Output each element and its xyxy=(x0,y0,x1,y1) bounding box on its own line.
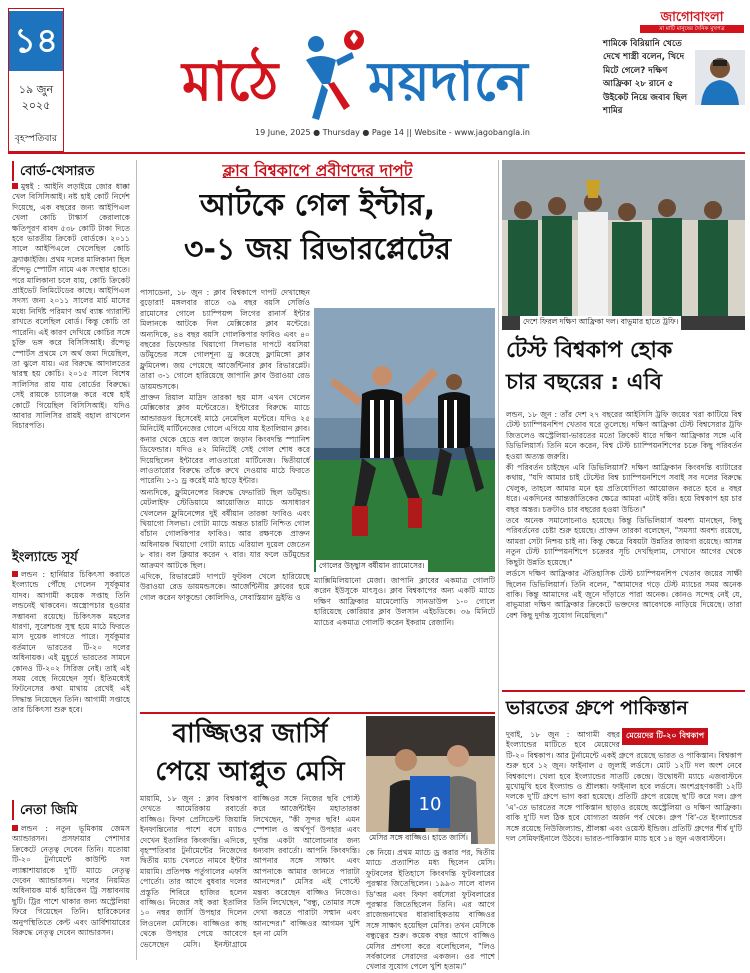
left-column xyxy=(8,160,132,960)
teaser-text: শামিকে বিরিয়ানি খেতে দেখে শাস্ত্রী বলেন, খিদে মিটে গেলে? দক্ষিণ আফ্রিকা ২৮ রানে ৫ উইকেট নিয়ে জবাব ছিল শামির xyxy=(603,39,688,117)
para: প্রাক্তন রিয়াল মাদ্রিদ তারকা ছয় মাস এখন খেলেন মেক্সিকোর ক্লাব মন্টেরেতে। ইন্টারের বিরুদ্ধে ম্যাচে আন্ডারডগ হিসেবেই মাঠে নেমেছিল মন্টেরে। যদিও ২৫ মিনিটেই মার্টিনেজের গোলে এগিয়ে যায় ইতালিয়ান ক্লাব। কনার থেকে হেডে বল জালে জড়ান কিংবদন্তি স্প্যানিশ ডিফেন্ডার। যদিও ৪২ মিনিটেই সেই গোল শোধ করে দিয়েছিলেন ইন্টারের লাওতারো মার্টিনেজ। দ্বিতীয়ার্ধে লাওতারোর বিরুদ্ধে তাঁকে রুখে দেওয়ায় মাঠে ফিরতে পারেনি। ১-১ ড্র করেই মাঠ ছাড়ে ইন্টার। xyxy=(140,393,310,486)
bullet-square xyxy=(12,571,18,577)
bullet-square xyxy=(12,825,18,831)
heading-bracket xyxy=(12,161,14,181)
messi-story xyxy=(140,716,495,972)
pak-badge: মেয়েদের টি-২০ বিশ্বকাপ xyxy=(622,728,708,745)
messi-story-body-continued: কে নিয়ে। প্রথম ম্যাচে ড্র করার পর, দ্বিতীয় ম্যাচে প্রত্যাশিত মধ্য ছিলেন মেসি। ফুটবলের ইতিহাসে কিংবদন্তি ফুটবলারের পুরস্কার জিতেছিলেন। ১৯৯৩ সালে বালন ডি'অর এবং ফিফা বর্ষসেরা ফুটবলারের পুরস্কার জিতেছিলেন তিনি। এর আগে রাজেন্দ্রনাথের ধারাবাহিকতায় বাজ্জিওর সঙ্গে সাক্ষাৎ হয়েছিল মেসির। তখন মেসিকে বন্ধুত্বের শুরু। কয়েক বছর আগে বাজ্জিও মেসির প্রশংসা করে বলেছিলেন, "লিও সর্বকালের সেরাদের একজন। ওর পাশে খেলার সুযোগ পেলে খুশি হতাম।" xyxy=(366,848,495,972)
messi-headline-2: পেয়ে আপ্লুত মেসি xyxy=(155,757,345,787)
para: কী পরিবর্তন চাইছেন এবি ডিভিলিয়ার্স? দক্ষিণ আফ্রিকান কিংবদন্তি ব্যাটারের কথায়, "যদি আমার চাই টেস্টের বিশ্ব চ্যাম্পিয়নশিপে সবাই সব দলের বিরুদ্ধে খেলুক, তাহলে আমার মনে হয় প্রতিযোগিতা আয়োজন করতে হবে ৪ বছর ধরে। একদিনের আন্তর্জাতিকের ক্ষেত্রে আমরা এটাই করি। হয়ে বিশ্বকাপ হয় চার বছর অন্তর। চক্রটাও চার বছরের হওয়া উচিত।" xyxy=(506,463,742,514)
main-headline-1: আটকে গেল ইন্টার, xyxy=(199,188,436,223)
south-africa-team-photo xyxy=(502,160,745,330)
pak-story-body: দুবাই, ১৮ জুন : আগামী বছর ইংল্যান্ডের মাটিতে হবে মেয়েদের টি-২০ বিশ্বকাপ। আর টুর্নামেন্টে একই গ্রুপে রয়েছে ভারত ও পাকিস্তান। বিশ্বকাপ শুরু হবে ১২ জুন। ফাইনাল ৫ জুলাই লর্ডসে। মোট ১২টি দল অংশ নেবে বিশ্বকাপে। খেলা হবে ইংল্যান্ডের সাতটি কেন্দ্রে। উদ্বোধনী ম্যাচে এজবাস্টনে মুখোমুখি হবে ইংল্যান্ড ও শ্রীলঙ্কা। ফাইনাল হবে লর্ডসে। অংশগ্রহণকারী ১২টি দলকে দু'টি গ্রুপে ভাগ করা হয়েছে। প্রতিটি গ্রুপে রয়েছে ছ'টি করে দল। গ্রুপ 'এ'-তে ভারতের সঙ্গে পাকিস্তান ছাড়াও রয়েছে অস্ট্রেলিয়া ও দক্ষিণ আফ্রিকা। বাকি দু'টি দল ঠিক হবে যোগ্যতা অর্জন পর্ব থেকে। গ্রুপ 'বি'-তে ইংল্যান্ডের সঙ্গে রয়েছে নিউজিল্যান্ড, শ্রীলঙ্কা এবং ওয়েস্ট ইন্ডিজ। প্রতিটি গ্রুপের শীর্ষ দু'টি দল সেমিফাইনালে উঠবে। ভারত-পাকিস্তান ম্যাচ হবে ১৪ জুন এজবাস্টনে। xyxy=(506,730,742,844)
main-story xyxy=(140,160,495,710)
main-headline-2: ৩-১ জয় রিভারপ্লেটের xyxy=(184,232,451,267)
para: পাসাডেনা, ১৮ জুন : ক্লাব বিশ্বকাপে দাপট দেখাচ্ছেন বুড়োরা! মঙ্গলবার রাতে ৩৯ বছর বয়সি সের্জিও রামোসের গোলে চ্যাম্পিয়ন্স লিগের রানার্স ইন্টার মিলানকে আটকে দিল মেক্সিকোর ক্লাব মন্টেরে। অন্যদিকে, ৪৪ বছর বয়সি গোলকিপার ফাবিও এবং ৪০ বছরের ডিফেন্ডার থিয়াগো সিলভার দাপটে বয়সিয়া ডর্টমুন্ডের সঙ্গে গোলশূন্য ড্র করেছে ফ্লামিঙ্গো ক্লাব ফ্লুমিনেন্স। জয় পেয়েছে আর্জেন্টিনার ক্লাব রিভারপ্লেট। তারা ৩-১ গোলে হারিয়েছে জাপানি ক্লাব উরাওয়া রেড ডায়মন্ডসকে। xyxy=(140,288,310,391)
sa-photo-caption: দেশে ফিরল দক্ষিণ আফ্রিকা দল। বাভুমার হাতে ট্রফি। xyxy=(520,316,681,330)
para: তবে অনেক সমালোচনাও হয়েছে। কিন্তু ডিভিলিয়ার্স অবশ্য মানছেন, কিছু পরিবর্তনের চেষ্টা শুরু হয়েছে। প্রাক্তন তারকা বলেছেন, "সমস্যা অবশ্য রয়েছে, আমরা সেটা নিশ্চয় চাই না। কিন্তু ক্ষেত্রে বিষয়টা উন্নতির জায়গা রয়েছে। আসন্ন নতুন টেস্ট চ্যাম্পিয়নশিপে চক্রেরর সূচি দেখছিলাম, সেখানে আগের থেকে কিছুটা উন্নতি হয়েছে।" xyxy=(506,516,742,567)
brand-logo: জাগোবাংলা xyxy=(660,10,724,25)
football-player-logo-icon xyxy=(292,26,374,126)
main-story-body-left xyxy=(140,288,310,708)
para: ম্যাক্সিমিলিয়ানো মেজা। জাপানি ক্লাবের একমাত্র গোলটি করেন ইউসুকে মাৎসুও। ক্লাব বিশ্বকাপের অন্য একটি ম্যাচে দক্ষিণ আফ্রিকার মামেলোডি সানডাউন্স ১-০ গোলে হারিয়েছে কোরিয়ার ক্লাব উলসান এইচডিকে। ৩৬ মিনিটে ম্যাচের একমাত্র গোলটি করেন ইকরাম রেজানি। xyxy=(314,576,495,627)
brief-body-board: মুম্বই : আইনি লড়াইয়ে জোর ধাক্কা খেল বিসিসিআই। নষ্ট হাই কোর্ট নির্দেশ দিয়েছে, এক বছরের জন্য আইপিএল খেলা কোচি টাস্কার্স কেরালাকে ক্ষতিপূরণ বাবদ ৫৩৮ কোটি টাকা দিতে হবে ভারতীয় ক্রিকেট বোর্ডকে। ২০১১ সালে আইপিএলে খেলেছিল কোচি ফ্র্যাঞ্চাইজি। প্রথম দলের মালিকানা ছিল রঁন্দেভু স্পোর্টস নামে এক সংস্থার হাতে। পরে মালিকানা চলে যায়, কোচি ক্রিকেট প্রাইভেট লিমিটেডের কাছে। আইপিএল সদস্য জন্য ২০১১ সালের মার্চ মাসের মধ্যে নির্দিষ্ট পরিমাণ অর্থ ব্যাঙ্ক গ্যারান্টি রাখতে বলেছিল বোর্ড। কিন্তু কোচি তা পারেনি। এই কারণ দেখিয়ে কোচির সঙ্গে চুক্তি ভঙ্গ করে বিসিসিআই। রঁন্দেভু স্পোর্টস প্রথমে সে অর্থ জমা দিয়েছিল, তা ঝুলে যায়। এর বিরুদ্ধে আদালতের দ্বারস্থ হয় কোচি। ২০১৫ সালে বিশেষ সালিসির রায় যায় বোর্ডের বিরুদ্ধে। সেই রায়কে চ্যালেঞ্জ করে বম্বে হাই কোর্টে গিয়েছিল বিসিসিআই। যদিও আবার সালিসির রায়ই বহাল রাখলেন বিচারপতি। xyxy=(12,182,130,431)
issue-date: ১৯ জুন xyxy=(18,83,54,96)
para: অন্যদিকে, ফ্লুমিনেন্সের বিরুদ্ধে ফেভারিট ছিল ডর্টমুন্ড। মেটলাইফ স্টেডিয়ামে আয়োজিত ম্যাচে অসাধারণ খেললেন ফ্লুমিনেন্সের দুই বর্ষীয়ান তারকা ফাবিও এবং থিয়াগো সিলভা। গোটা ম্যাচে অন্তত চারটি নিশ্চিত গোল বাঁচান গোলকিপার ফাবিও। আর রক্ষণকে প্রাক্তন অধিনায়ক থিয়াগো গোটা ম্যাচে এরিয়াল দুয়েল জেতেন ৮ বার। বল ক্লিয়ার করেন ৭ বার। যার ফলে ডর্টমুন্ডের আক্রমণ আটকে ছিল। xyxy=(140,487,310,570)
heading-bracket xyxy=(12,800,14,820)
title-left: মাঠে xyxy=(182,49,279,113)
brief-body-surya: লন্ডন : হার্নিয়ার চিকিৎসা করাতে ইংল্যান্ডে পৌঁছে গেলেন সূর্যকুমার যাদব। আগামী কয়েক সপ্তাহ তিনি লন্ডনেই থাকবেন। অস্ত্রোপচার হওয়ার সম্ভাবনা রয়েছে। চিকিৎসক মহলের ধারণা, সুরেশচন্দ্র সুস্থ হয়ে মাঠে ফিরতে মাস দুয়েক লাগতে পারে। সূর্যকুমার বর্তমানে ভারতের টি-২০ দলের অধিনায়ক। এই মুহূর্তে ভারতের সামনে কোনও টি-২০২ সিরিজ নেই। তাই এই সময় বেছে নিয়েছেন সূর্য। ইতিমধ্যেই ফিটনেসের কথা মাথায় রেখেই এই সিদ্ধান্ত নিয়েছেন তিনি। আগামী সপ্তাহে তার চিকিৎসা শুরু হবে। xyxy=(12,570,130,715)
teaser-photo xyxy=(695,50,745,105)
messi-headline-1: বাজ্জিওর জার্সি xyxy=(172,719,328,749)
section-rule xyxy=(140,712,495,714)
test-story xyxy=(502,336,745,686)
badge-spacer xyxy=(620,730,742,744)
brief-heading-jimmy: নেতা জিমি xyxy=(20,803,78,818)
messi-photo-caption: মেসির সঙ্গে বাজ্জিও। হাতে জার্সি। xyxy=(366,832,471,846)
masthead-rule xyxy=(8,152,745,154)
page-number-box xyxy=(8,8,64,152)
issue-year: ২০২৫ xyxy=(21,99,51,112)
test-story-body xyxy=(506,410,742,700)
para: এদিকে, রিভারপ্লেট দাপটে ফুটবল খেলে হারিয়েছে উরাওয়া রেড ডায়মন্ডসকে। আর্জেন্টিনীয় ক্লাবের হয়ে গোল করেন ফাকুন্ডো কোলিদিও, সেবাস্তিয়ান ড্রইভি ও xyxy=(140,571,310,602)
main-story-body-right xyxy=(314,576,495,706)
ramos-celebration-photo xyxy=(314,308,495,572)
bullet-square xyxy=(12,183,18,189)
brief-heading-board: বোর্ড-খেসারত xyxy=(20,164,95,179)
kicker: ক্লাব বিশ্বকাপে প্রবীণদের দাপট xyxy=(222,161,413,180)
section-rule xyxy=(502,690,745,692)
pak-story xyxy=(502,694,745,960)
brief-heading-surya: ইংল্যান্ডে সূর্য xyxy=(12,550,78,565)
pak-headline: ভারতের গ্রুপে পাকিস্তান xyxy=(506,697,688,719)
brief-body-jimmy: লন্ডন : নতুন ভূমিকায় জেমস অ্যান্ডারসন। প্রসফায়ার পেশাদার ক্রিকেটে নেতৃত্ব দেবেন তিনি। যতোয়া টি-২০ টুর্নামেন্টে কাউন্টি দল ল্যাঙ্কাশায়ারকে দু'টি ম্যাচে নেতৃত্ব দেবেন অ্যান্ডারসন। দলের নিয়মিত অধিনায়ক মার্ক হারিকেন ট্রি সম্ভাবনায় ছুটি। ট্রির পাশে থাকার জন্য অস্ট্রেলিয়া ফিরে গিয়েছেন তিনি। হারিকেনের অনুপস্থিতিতে কেন্ট এবং ডার্বিশায়ারের বিরুদ্ধে নেতৃত্ব দেবেন অ্যান্ডারসন। xyxy=(12,824,130,938)
para: লর্ডসে দক্ষিণ আফ্রিকার ঐতিহাসিক টেস্ট চ্যাম্পিয়নশিপ খেতাব জয়ের সাক্ষী ছিলেন ডিভিলিয়ার্স। তিনি বলেন, "আমাদের গড়ে টেস্ট ম্যাচের সময় অনেক বাকি। কিন্তু আমাদের এই জুনে দাঁড়াতে পারা অনেক। কোনও সন্দেহ নেই যে, বাভুমারা দক্ষিণ আফ্রিকার ক্রিকেটে ভক্তদের আবেগকে নাড়িয়ে দিয়েছে। তারা বেশ কিছু দুর্দান্ত সুযোগ নিয়েছিল।" xyxy=(506,569,742,620)
para: লন্ডন, ১৮ জুন : তাঁর দেশ ২৭ বছরের আইসিসি ট্রফি জয়ের খরা কাটিয়ে বিশ্ব টেস্ট চ্যাম্পিয়নশিপ খেতাব ঘরে তুলেছে। দক্ষিণ আফ্রিকা টেস্ট বিশ্বসেরার ট্রফি জিতলেও অস্ট্রেলিয়া-ভারতের মতো ক্রিকেট ধারে দক্ষিণ আফ্রিকার সঙ্গে এবি ডিভিলিয়ার্স। তিনি মনে করেন, বিশ্ব টেস্ট চ্যাম্পিয়নশিপের চক্রে কিছু পরিবর্তন হওয়া অত্যন্ত জরুরি। xyxy=(506,410,742,461)
messi-story-body: মায়ামি, ১৮ জুন : ক্লাব বিশ্বকাপ দেখতে আমেরিকায় রবার্তো বাজ্জিও। ফিফা প্রেসিডেন্ট জিয়ান্নি ইনফান্তিনোর পাশে বসে ম্যাচও দেখেন ইতালির কিংবদন্তি। এদিকে, বৃহস্পতিবার টুর্নামেন্টের নিজেদের দ্বিতীয় ম্যাচ খেলতে নামবে ইন্টার মায়ামি। প্রতিপক্ষ পর্তুগালের এফসি পোর্তো। তার আগে বুধবার দলের প্রস্তুতি শিবিরে হাজির হলেন বাজ্জিও। নিজের সই করা ইতালির ১০ নম্বর জার্সি উপহার দিলেন লিওনেল মেসিকে। বাজ্জিওর কাছ থেকে উপহার পেয়ে আবেগে ভেসেছেন মেসি। ইনস্টাগ্রামে বাজ্জিওর সঙ্গে নিজের ছবি পোস্ট করে আর্জেন্টাইন মহাতারকা লিখেছেন, "কী সুন্দর ছবি! এমন স্পেশাল ও অর্থপূর্ণ উপহার এবং দুর্দান্ত একটা আলোচনার জন্য ধন্যবাদ রবার্তো। আপনি কিংবদন্তি। আপনার সঙ্গে সাক্ষাৎ এবং আপনাকে আমার জানতে পারাটা আনন্দের।" মেসির এই পোস্টে মন্তব্য করেছেন বাজ্জিও নিজেও। তিনি লিখেছেন, "বন্ধু, তোমার সঙ্গে দেখা করতে পারাটা সম্মান এবং আনন্দের।" বাজ্জিওর আগমন খুশি হন না মেসি xyxy=(140,794,360,949)
issue-weekday: বৃহস্পতিবার xyxy=(15,134,57,144)
messi-baggio-photo xyxy=(366,716,495,844)
title-right: ময়দানে xyxy=(368,49,528,113)
column-divider xyxy=(136,160,137,960)
dateline: 19 June, 2025 ● Thursday ● Page 14 || Website - www.jagobangla.in xyxy=(255,128,530,137)
test-headline-2: চার বছরের : এবি xyxy=(506,370,663,395)
page-number: ১৪ xyxy=(9,11,63,71)
ramos-photo-caption: গোলের উচ্ছ্বাস বর্ষীয়ান র‍্যামোসের। xyxy=(316,560,428,574)
brand-tagline: মা মাটি মানুষের দৈনিক মুখপত্র xyxy=(640,25,744,33)
test-headline-1: টেস্ট বিশ্বকাপ হোক xyxy=(506,338,673,363)
masthead xyxy=(0,0,750,152)
svg-text:10: 10 xyxy=(418,794,442,815)
column-divider xyxy=(498,160,499,960)
